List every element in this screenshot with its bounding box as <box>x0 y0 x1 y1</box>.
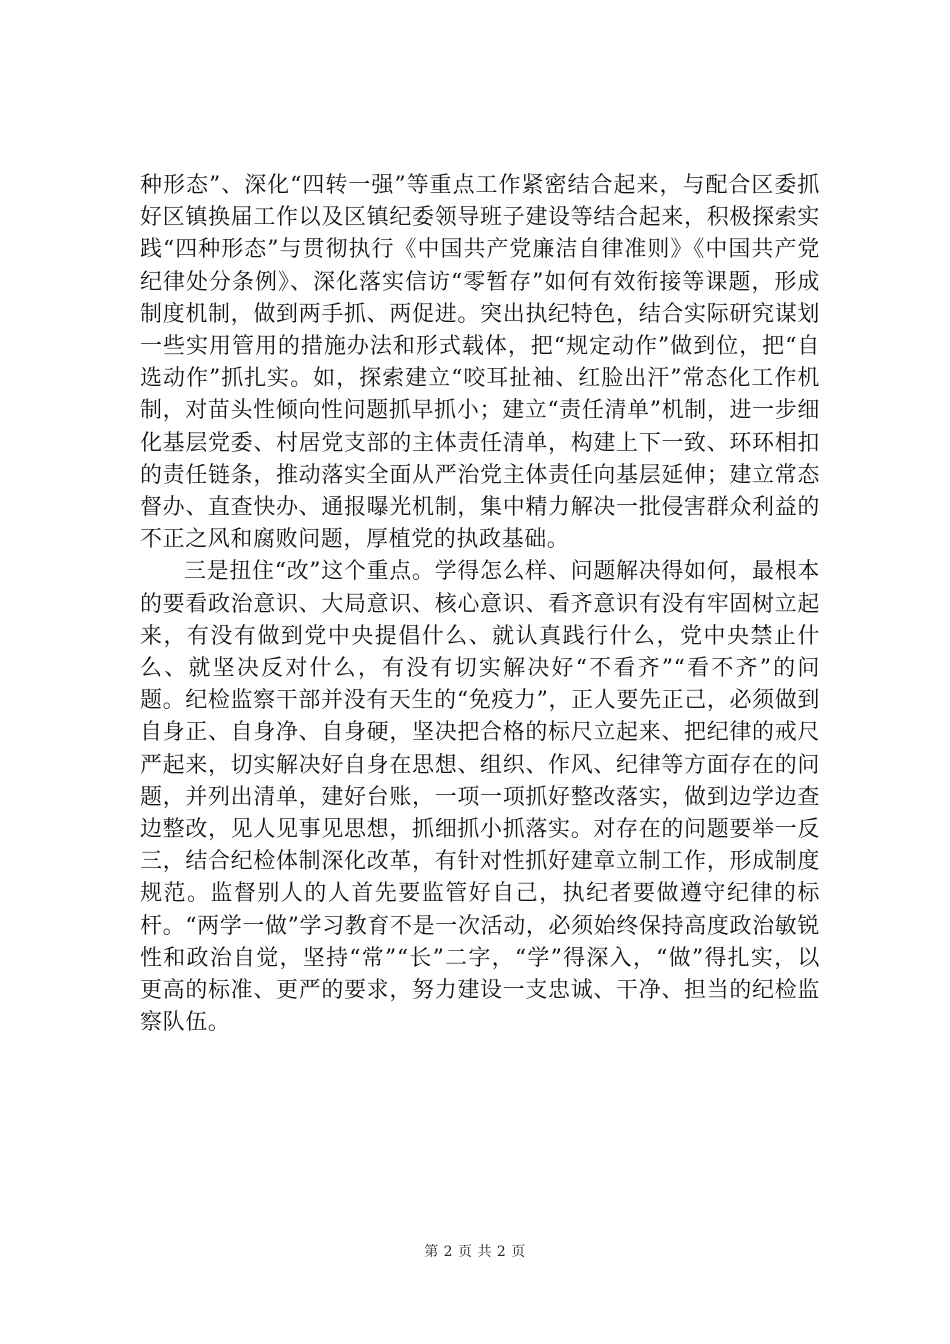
paragraph-third-point: 三是扭住“改”这个重点。学得怎么样、问题解决得如何，最根本的要看政治意识、大局意识、核心意识、看齐意识有没有牢固树立起来，有没有做到党中央提倡什么、就认真践行什么，党中央禁止什么、就坚决反对什么，有没有切实解决好“不看齐”“看不齐”的问题。纪检监察干部并没有天生的“免疫力”，正人要先正己，必须做到自身正、自身净、自身硬，坚决把合格的标尺立起来、把纪律的戒尺严起来，切实解决好自身在思想、组织、作风、纪律等方面存在的问题，并列出清单，建好台账，一项一项抓好整改落实，做到边学边查边整改，见人见事见思想，抓细抓小抓落实。对存在的问题要举一反三，结合纪检体制深化改革，有针对性抓好建章立制工作，形成制度规范。监督别人的人首先要监管好自己，执纪者要做遵守纪律的标杆。“两学一做”学习教育不是一次活动，必须始终保持高度政治敏锐性和政治自觉，坚持“常”“长”二字，“学”得深入，“做”得扎实，以更高的标准、更严的要求，努力建设一支忠诚、干净、担当的纪检监察队伍。 <box>140 559 820 1036</box>
page-number-footer: 第 2 页 共 2 页 <box>424 1244 526 1260</box>
paragraph-continuation: 种形态”、深化“四转一强”等重点工作紧密结合起来，与配合区委抓好区镇换届工作以及区镇纪委领导班子建设等结合起来，积极探索实践“四种形态”与贯彻执行《中国共产党廉洁自律准则》《中国共产党纪律处分条例》、深化落实信访“零暂存”如何有效衔接等课题，形成制度机制，做到两手抓、两促进。突出执纪特色，结合实际研究谋划一些实用管用的措施办法和形式载体，把“规定动作”做到位，把“自选动作”抓扎实。如，探索建立“咬耳扯袖、红脸出汗”常态化工作机制，对苗头性倾向性问题抓早抓小；建立“责任清单”机制，进一步细化基层党委、村居党支部的主体责任清单，构建上下一致、环环相扣的责任链条，推动落实全面从严治党主体责任向基层延伸；建立常态督办、直查快办、通报曝光机制，集中精力解决一批侵害群众利益的不正之风和腐败问题，厚植党的执政基础。 <box>140 173 820 553</box>
document-body <box>140 170 820 1039</box>
